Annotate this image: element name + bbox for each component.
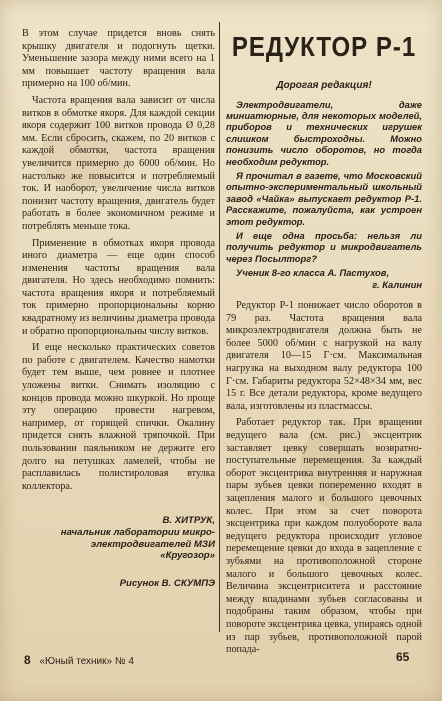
right-paragraph-2: Работает редуктор так. При вращении ведущего вала (см. рис.) эксцентрик заставляет цевку совершать возвратно-поступательные перемещения. За каждый оборот эксцентрика внутренняя и наружная пары зубьев цевки попеременно входят в зацепления малого и большого цевочных колес. При этом за счет поворота эксцентрика при каждом полуобороте вала ведущего редуктора происходит угловое перемещение цевки до входа в зацепление с зубьями на противоположной стороне малого и большого цевочных колес. Величина эксцентриситета и расстояние между впадинами зубьев согласованы и подобраны таким образом, чтобы при повороте эксцентрика цевка, упираясь одной из пар зубьев, противоположной парой попада- (226, 417, 422, 656)
illustration-credit: Рисунок В. СКУМПЭ (119, 577, 215, 589)
left-column (22, 28, 215, 590)
letter-signature (226, 267, 422, 290)
signature-line-2: г. Калинин (372, 278, 422, 290)
author-title-3: «Кругозор» (160, 550, 215, 562)
letter-greeting: Дорогая редакция! (276, 80, 372, 91)
article-title: РЕДУКТОР Р-1 (231, 31, 417, 63)
footer-left (24, 653, 134, 667)
letter-paragraph-3: И еще одна просьба: нельзя ли получить редуктор и микродвигатель через Посылторг? (226, 230, 422, 264)
author-name: В. ХИТРУК, (162, 515, 215, 527)
left-paragraph-2: Частота вращения вала зависит от числа витков в обмотке якоря. Для каждой секции якоря содержит 100 витков провода Ø 0,28 мм. Если сбросить, скажем, по 20 витков с каждой обмотки, частота вращения увеличится примерно до 6000 об/мин. Но настолько же повысится и потребляемый ток. И наоборот, увеличение числа витков понизит частоту вращения, двигатель будет работать в более экономичном режиме и потреблять меньше тока. (22, 94, 215, 232)
column-divider (219, 22, 220, 632)
right-page-number: 65 (396, 650, 410, 664)
right-paragraph-1: Редуктор Р-1 понижает число оборотов в 79 раз. Частота вращения вала микроэлектродвигателя должна быть не более 5000 об/мин с нагрузкой на валу двигателя 10—15 Г·см. Максимальная нагрузка на выходном валу редуктора 100 Г·см. Габариты редуктора 52×48×34 мм, вес 15 г. Все детали редуктора, кроме ведущего вала, изготовлены из пластмассы. (226, 300, 422, 412)
magazine-issue: «Юный техник» № 4 (39, 656, 134, 667)
author-title-1: начальник лаборатории микро- (60, 526, 215, 538)
left-paragraph-4: И еще несколько практических советов по работе с двигателем. Качество намотки будет тем выше, чем ровнее и плотнее уложены витки. Снимать изоляцию с концов провода можно шкуркой. Но проще эту операцию провести нагревом, например, от горящей спички. Окалину придется снять влажной тряпочкой. При пользовании паяльником не держите его долго на петушках ламелей, чтобы не расплавилась полистироловая втулка коллектора. (22, 342, 215, 492)
author-title-2: электродвигателей МЗИ (90, 538, 215, 550)
letter-paragraph-1: Электродвигатели, даже миниатюрные, для некоторых моделей, приборов и технических игрушек слишком быстроходны. Можно понизить число оборотов, но тогда необходим редуктор. (226, 98, 422, 167)
letter-paragraph-2: Я прочитал в газете, что Московский опытно-экспериментальный школьный завод «Чайка» выпускает редуктор Р-1. Расскажите, пожалуйста, как устроен этот редуктор. (226, 170, 422, 227)
author-block (22, 515, 215, 561)
left-paragraph-1: В этом случае придется вновь снять крышку двигателя и подогнуть щетки. Уменьшение зазора между ними всего на 1 мм повышает частоту вращения вала примерно на 100 об/мин. (22, 28, 215, 90)
right-column (226, 28, 422, 661)
signature-line-1: Ученик 8-го класса А. Пастухов, (236, 267, 390, 279)
left-paragraph-3: Применение в обмотках якоря провода иного диаметра — еще один способ изменения частоты вращения вала двигателя. Но здесь необходимо помнить: частота вращения якоря и потребляемый ток примерно пропорциональны корню квадратному из величины диаметра провода и обратно пропорциональны числу витков. (22, 237, 215, 337)
reader-letter (226, 99, 422, 265)
left-page-number: 8 (24, 653, 31, 667)
